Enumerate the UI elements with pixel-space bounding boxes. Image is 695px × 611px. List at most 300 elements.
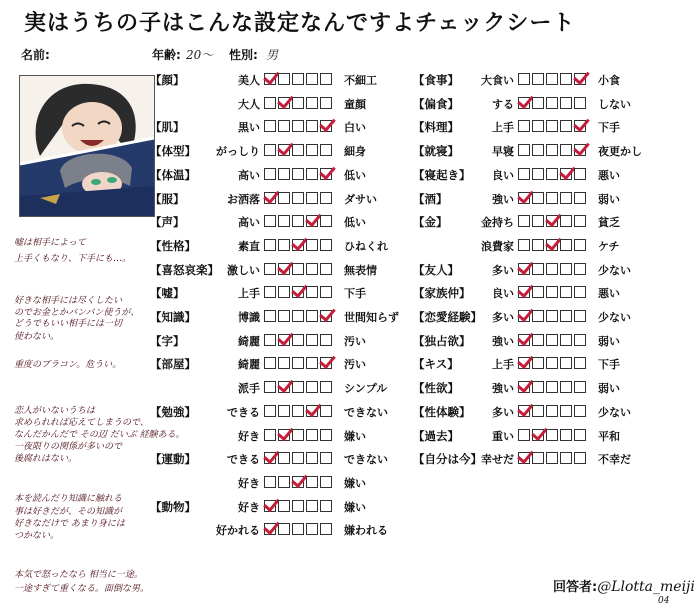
- checkbox[interactable]: [320, 500, 332, 512]
- checkbox[interactable]: [518, 120, 530, 132]
- category-label: 【キス】: [413, 357, 459, 372]
- note-line: 恋人がいないうちは: [14, 406, 96, 416]
- checkbox[interactable]: [278, 357, 290, 369]
- checked-box[interactable]: [306, 215, 318, 227]
- checkbox[interactable]: [574, 286, 586, 298]
- gender-value: 男: [266, 48, 279, 62]
- checked-box[interactable]: [264, 452, 276, 464]
- checkbox-scale: [264, 476, 332, 488]
- checkbox[interactable]: [574, 334, 586, 346]
- checkbox[interactable]: [278, 523, 290, 535]
- checkbox-scale: [264, 263, 332, 275]
- checked-box[interactable]: [320, 120, 332, 132]
- checkbox-scale: [264, 120, 332, 132]
- left-option: 多い: [492, 405, 514, 419]
- checkbox[interactable]: [292, 192, 304, 204]
- checked-box[interactable]: [278, 263, 290, 275]
- checkbox[interactable]: [320, 73, 332, 85]
- checkbox[interactable]: [264, 310, 276, 322]
- category-label: 【金】: [413, 215, 448, 230]
- checkbox[interactable]: [560, 192, 572, 204]
- checkbox[interactable]: [264, 476, 276, 488]
- checkbox[interactable]: [546, 381, 558, 393]
- checkbox[interactable]: [306, 144, 318, 156]
- checkbox[interactable]: [546, 334, 558, 346]
- checked-box[interactable]: [292, 476, 304, 488]
- checkbox[interactable]: [532, 310, 544, 322]
- answerer-sub: 04: [658, 596, 670, 606]
- checkbox[interactable]: [292, 357, 304, 369]
- checkbox[interactable]: [574, 310, 586, 322]
- category-label: 【恋愛経験】: [413, 310, 482, 324]
- checkbox[interactable]: [546, 144, 558, 156]
- checkbox[interactable]: [532, 239, 544, 251]
- checkbox[interactable]: [574, 381, 586, 393]
- checkbox[interactable]: [546, 429, 558, 441]
- answerer-handle: @Llotta_meiji: [597, 579, 695, 595]
- checkbox-scale: [518, 215, 586, 227]
- checkbox[interactable]: [532, 168, 544, 180]
- checkbox[interactable]: [264, 168, 276, 180]
- checkbox[interactable]: [560, 334, 572, 346]
- answerer-label: 回答者:: [553, 580, 598, 595]
- category-label: 【服】: [150, 191, 185, 206]
- checkbox-scale: [518, 429, 586, 441]
- left-option: がっしり: [216, 145, 260, 159]
- left-option: 上手: [238, 287, 260, 301]
- checkbox[interactable]: [306, 286, 318, 298]
- checkbox[interactable]: [532, 144, 544, 156]
- checked-box[interactable]: [278, 97, 290, 109]
- category-label: 【体型】: [150, 144, 196, 159]
- checked-box[interactable]: [320, 310, 332, 322]
- checkbox[interactable]: [306, 452, 318, 464]
- category-label: 【友人】: [413, 262, 459, 277]
- checkbox[interactable]: [264, 263, 276, 275]
- checkbox-scale: [518, 263, 586, 275]
- note-line: 事は好きだが、その知識が: [14, 507, 123, 517]
- right-option: ケチ: [598, 239, 620, 253]
- checkbox[interactable]: [532, 192, 544, 204]
- checked-box[interactable]: [278, 144, 290, 156]
- checkbox[interactable]: [278, 405, 290, 417]
- checkbox[interactable]: [306, 476, 318, 488]
- checkbox[interactable]: [306, 500, 318, 512]
- checkbox[interactable]: [574, 215, 586, 227]
- checkbox[interactable]: [518, 239, 530, 251]
- checkbox[interactable]: [264, 381, 276, 393]
- checked-box[interactable]: [278, 334, 290, 346]
- checkbox[interactable]: [532, 263, 544, 275]
- checkbox[interactable]: [278, 239, 290, 251]
- right-option: 少ない: [598, 405, 631, 419]
- checkbox[interactable]: [320, 429, 332, 441]
- checkbox[interactable]: [532, 215, 544, 227]
- checkbox[interactable]: [264, 120, 276, 132]
- checkbox[interactable]: [518, 215, 530, 227]
- checkbox[interactable]: [532, 357, 544, 369]
- checkbox[interactable]: [292, 523, 304, 535]
- left-option: 良い: [492, 287, 514, 301]
- checkbox[interactable]: [546, 405, 558, 417]
- checkbox[interactable]: [320, 452, 332, 464]
- checkbox[interactable]: [264, 334, 276, 346]
- checkbox[interactable]: [574, 452, 586, 464]
- right-option: 下手: [598, 358, 620, 372]
- left-option: 強い: [492, 334, 514, 348]
- note-line: 好きな相手には尽くしたい: [14, 296, 123, 306]
- checkbox[interactable]: [292, 310, 304, 322]
- checked-box[interactable]: [518, 192, 530, 204]
- right-option: 夜更かし: [598, 145, 642, 159]
- checkbox[interactable]: [532, 73, 544, 85]
- checkbox[interactable]: [278, 192, 290, 204]
- left-option: 綺麗: [238, 334, 260, 348]
- checked-box[interactable]: [518, 310, 530, 322]
- note-line: のでお金とかバンバン使うが、: [14, 308, 140, 318]
- checkbox[interactable]: [574, 263, 586, 275]
- checkbox[interactable]: [546, 120, 558, 132]
- checkbox[interactable]: [532, 381, 544, 393]
- checkbox[interactable]: [292, 381, 304, 393]
- checkbox[interactable]: [278, 476, 290, 488]
- checkbox[interactable]: [546, 286, 558, 298]
- category-label: 【部屋】: [150, 357, 196, 372]
- checked-box[interactable]: [532, 429, 544, 441]
- checked-box[interactable]: [546, 239, 558, 251]
- checkbox-scale: [518, 452, 586, 464]
- checkbox[interactable]: [292, 215, 304, 227]
- checkbox[interactable]: [574, 429, 586, 441]
- checked-box[interactable]: [518, 263, 530, 275]
- left-option: 博識: [238, 311, 260, 324]
- checkbox-scale: [264, 500, 332, 512]
- checkbox[interactable]: [264, 215, 276, 227]
- checkbox-scale: [518, 239, 586, 251]
- checkbox[interactable]: [574, 405, 586, 417]
- checkbox-scale: [518, 334, 586, 346]
- note-line: 上手くもなり、下手にも…。: [14, 254, 132, 264]
- checkbox-scale: [264, 144, 332, 156]
- checkbox[interactable]: [306, 381, 318, 393]
- checked-box[interactable]: [278, 381, 290, 393]
- checked-box[interactable]: [264, 192, 276, 204]
- category-label: 【寝起き】: [413, 167, 471, 182]
- checkbox[interactable]: [532, 120, 544, 132]
- page-title: 実はうちの子はこんな設定なんですよチェックシート: [24, 11, 576, 36]
- checked-box[interactable]: [546, 215, 558, 227]
- checkbox[interactable]: [546, 452, 558, 464]
- checkbox[interactable]: [278, 500, 290, 512]
- right-option: 不幸だ: [598, 453, 631, 467]
- left-option: 金持ち: [481, 216, 514, 230]
- left-option: 黒い: [238, 121, 260, 135]
- checkbox[interactable]: [560, 452, 572, 464]
- checkbox[interactable]: [546, 73, 558, 85]
- checkbox[interactable]: [278, 215, 290, 227]
- left-option: 多い: [492, 311, 514, 324]
- checked-box[interactable]: [264, 523, 276, 535]
- category-label: 【自分は今】: [413, 452, 482, 467]
- checkbox[interactable]: [518, 429, 530, 441]
- checked-box[interactable]: [518, 405, 530, 417]
- checkbox[interactable]: [320, 286, 332, 298]
- checkbox-scale: [264, 429, 332, 441]
- checkbox[interactable]: [306, 97, 318, 109]
- checkbox[interactable]: [292, 263, 304, 275]
- category-label: 【喜怒哀楽】: [150, 262, 219, 277]
- left-option: 好き: [238, 429, 260, 443]
- checkbox[interactable]: [306, 168, 318, 180]
- checkbox[interactable]: [306, 357, 318, 369]
- checkbox[interactable]: [560, 144, 572, 156]
- right-option: 嫌い: [344, 429, 366, 443]
- checkbox[interactable]: [518, 73, 530, 85]
- checked-box[interactable]: [518, 452, 530, 464]
- checkbox[interactable]: [560, 73, 572, 85]
- checkbox[interactable]: [292, 452, 304, 464]
- left-option: 幸せだ: [481, 453, 514, 467]
- checkbox-scale: [264, 357, 332, 369]
- category-label: 【酒】: [413, 191, 448, 206]
- checked-box[interactable]: [518, 334, 530, 346]
- checkbox[interactable]: [560, 405, 572, 417]
- checkbox[interactable]: [306, 334, 318, 346]
- checked-box[interactable]: [518, 286, 530, 298]
- category-label: 【偏食】: [413, 96, 459, 111]
- checkbox[interactable]: [292, 120, 304, 132]
- checkbox[interactable]: [532, 452, 544, 464]
- left-option: 好かれる: [216, 524, 260, 538]
- category-label: 【独占欲】: [413, 333, 471, 348]
- left-option: 多い: [492, 263, 514, 277]
- checkbox[interactable]: [264, 144, 276, 156]
- checkbox[interactable]: [278, 452, 290, 464]
- checkbox[interactable]: [278, 310, 290, 322]
- left-option: 激しい: [227, 263, 260, 277]
- checkbox[interactable]: [560, 239, 572, 251]
- checkbox[interactable]: [560, 215, 572, 227]
- category-label: 【知識】: [150, 310, 196, 324]
- checkbox[interactable]: [292, 429, 304, 441]
- right-option: できない: [344, 405, 388, 419]
- checked-box[interactable]: [518, 381, 530, 393]
- checkbox-scale: [264, 239, 332, 251]
- checkbox-scale: [264, 97, 332, 109]
- checkbox[interactable]: [546, 192, 558, 204]
- checked-box[interactable]: [292, 239, 304, 251]
- checkbox[interactable]: [532, 286, 544, 298]
- checkbox-scale: [518, 73, 586, 85]
- left-option: 好き: [238, 500, 260, 514]
- note-line: 好きなだけで あまり身には: [14, 519, 125, 529]
- right-option: 低い: [344, 168, 366, 182]
- checkbox[interactable]: [560, 381, 572, 393]
- checked-box[interactable]: [560, 168, 572, 180]
- checkbox[interactable]: [306, 73, 318, 85]
- checkbox[interactable]: [560, 120, 572, 132]
- left-option: 高い: [238, 168, 260, 182]
- checkbox[interactable]: [574, 192, 586, 204]
- checkbox[interactable]: [560, 310, 572, 322]
- checkbox[interactable]: [292, 405, 304, 417]
- checkbox[interactable]: [292, 334, 304, 346]
- checkbox[interactable]: [264, 286, 276, 298]
- checkbox[interactable]: [320, 405, 332, 417]
- right-option: 下手: [344, 287, 366, 301]
- category-label: 【勉強】: [150, 404, 196, 419]
- checked-box[interactable]: [264, 73, 276, 85]
- note-line: 後腐れはない。: [14, 454, 78, 464]
- checkbox[interactable]: [574, 239, 586, 251]
- checkbox[interactable]: [532, 405, 544, 417]
- checkbox[interactable]: [292, 500, 304, 512]
- right-option: 下手: [598, 121, 620, 135]
- checkbox-scale: [518, 144, 586, 156]
- right-option: 少ない: [598, 311, 631, 324]
- left-option: 大食い: [481, 74, 514, 87]
- note-line: 求められれば応えてしまうので、: [14, 418, 149, 428]
- checkbox[interactable]: [320, 144, 332, 156]
- checkbox[interactable]: [292, 144, 304, 156]
- left-option: 上手: [492, 358, 514, 372]
- checkbox-scale: [264, 381, 332, 393]
- checkbox-scale: [264, 168, 332, 180]
- category-label: 【字】: [150, 333, 185, 348]
- category-label: 【肌】: [150, 120, 185, 135]
- category-label: 【運動】: [150, 452, 196, 467]
- right-option: 弱い: [598, 334, 620, 348]
- checkbox[interactable]: [264, 97, 276, 109]
- category-label: 【体温】: [150, 167, 196, 182]
- checkbox[interactable]: [306, 239, 318, 251]
- checked-box[interactable]: [574, 144, 586, 156]
- right-option: 貧乏: [598, 216, 620, 230]
- checkbox[interactable]: [320, 381, 332, 393]
- right-option: 低い: [344, 216, 366, 230]
- checkbox-scale: [518, 357, 586, 369]
- note-line: どうでもいい相手には一切: [14, 319, 123, 329]
- category-label: 【顔】: [150, 73, 185, 87]
- category-label: 【性欲】: [413, 381, 459, 396]
- note-line: 本を読んだり知識に触れる: [14, 494, 123, 504]
- checkbox[interactable]: [320, 334, 332, 346]
- checkbox[interactable]: [264, 429, 276, 441]
- checked-box[interactable]: [518, 357, 530, 369]
- checkbox[interactable]: [306, 310, 318, 322]
- note-line: 嘘は相手によって: [14, 238, 87, 248]
- checkbox[interactable]: [560, 429, 572, 441]
- right-option: 悪い: [598, 168, 620, 182]
- checkbox[interactable]: [306, 263, 318, 275]
- checkbox-scale: [518, 120, 586, 132]
- checkbox[interactable]: [320, 263, 332, 275]
- category-label: 【声】: [150, 215, 185, 230]
- checkbox[interactable]: [560, 97, 572, 109]
- right-option: 平和: [598, 429, 620, 443]
- left-option: 上手: [492, 121, 514, 135]
- checkbox[interactable]: [292, 73, 304, 85]
- left-option: 早寝: [492, 145, 514, 159]
- checked-box[interactable]: [292, 286, 304, 298]
- left-option: 好き: [238, 476, 260, 490]
- name-label: 名前:: [21, 48, 50, 62]
- checkbox[interactable]: [546, 97, 558, 109]
- checkbox[interactable]: [546, 310, 558, 322]
- gender-label: 性別:: [229, 48, 258, 62]
- category-label: 【食事】: [413, 73, 459, 87]
- checkbox[interactable]: [320, 239, 332, 251]
- checkbox[interactable]: [532, 334, 544, 346]
- checkbox-scale: [264, 405, 332, 417]
- checkbox[interactable]: [306, 523, 318, 535]
- checkbox[interactable]: [532, 97, 544, 109]
- character-portrait: [19, 75, 155, 217]
- checkbox[interactable]: [306, 120, 318, 132]
- checkbox[interactable]: [320, 97, 332, 109]
- checked-box[interactable]: [278, 429, 290, 441]
- checkbox[interactable]: [306, 192, 318, 204]
- right-option: ひねくれ: [344, 239, 388, 253]
- checkbox[interactable]: [306, 429, 318, 441]
- checkbox[interactable]: [546, 263, 558, 275]
- checkbox[interactable]: [278, 73, 290, 85]
- right-option: 世間知らず: [344, 311, 399, 324]
- checked-box[interactable]: [320, 357, 332, 369]
- right-option: しない: [598, 97, 631, 111]
- checkbox[interactable]: [546, 357, 558, 369]
- checked-box[interactable]: [518, 97, 530, 109]
- checkbox[interactable]: [264, 357, 276, 369]
- checkbox[interactable]: [320, 523, 332, 535]
- note-line: 一途すぎて重くなる。面倒な男。: [14, 584, 150, 594]
- checked-box[interactable]: [320, 168, 332, 180]
- checkbox[interactable]: [560, 357, 572, 369]
- answerer: [553, 576, 695, 595]
- checkbox[interactable]: [574, 97, 586, 109]
- checkbox-scale: [518, 97, 586, 109]
- checkbox[interactable]: [278, 168, 290, 180]
- checkbox[interactable]: [574, 168, 586, 180]
- checkbox[interactable]: [546, 168, 558, 180]
- checkbox[interactable]: [518, 168, 530, 180]
- checkbox[interactable]: [560, 263, 572, 275]
- checkbox[interactable]: [292, 168, 304, 180]
- checkbox[interactable]: [518, 144, 530, 156]
- checkbox[interactable]: [320, 192, 332, 204]
- checked-box[interactable]: [306, 405, 318, 417]
- checkbox[interactable]: [320, 215, 332, 227]
- right-option: 細身: [344, 145, 366, 159]
- left-option: お洒落: [227, 192, 260, 206]
- note-line: 本気で怒ったなら 相当に一途。: [14, 570, 143, 580]
- category-label: 【家族仲】: [413, 286, 471, 301]
- checkbox[interactable]: [292, 97, 304, 109]
- checked-box[interactable]: [574, 120, 586, 132]
- checkbox-scale: [518, 168, 586, 180]
- right-option: 小食: [598, 74, 620, 87]
- checkbox-scale: [518, 405, 586, 417]
- checked-box[interactable]: [264, 500, 276, 512]
- checked-box[interactable]: [574, 73, 586, 85]
- checkbox[interactable]: [264, 405, 276, 417]
- checkbox[interactable]: [320, 476, 332, 488]
- checkbox[interactable]: [278, 120, 290, 132]
- checkbox[interactable]: [278, 286, 290, 298]
- checkbox[interactable]: [574, 357, 586, 369]
- checkbox[interactable]: [560, 286, 572, 298]
- checkbox[interactable]: [264, 239, 276, 251]
